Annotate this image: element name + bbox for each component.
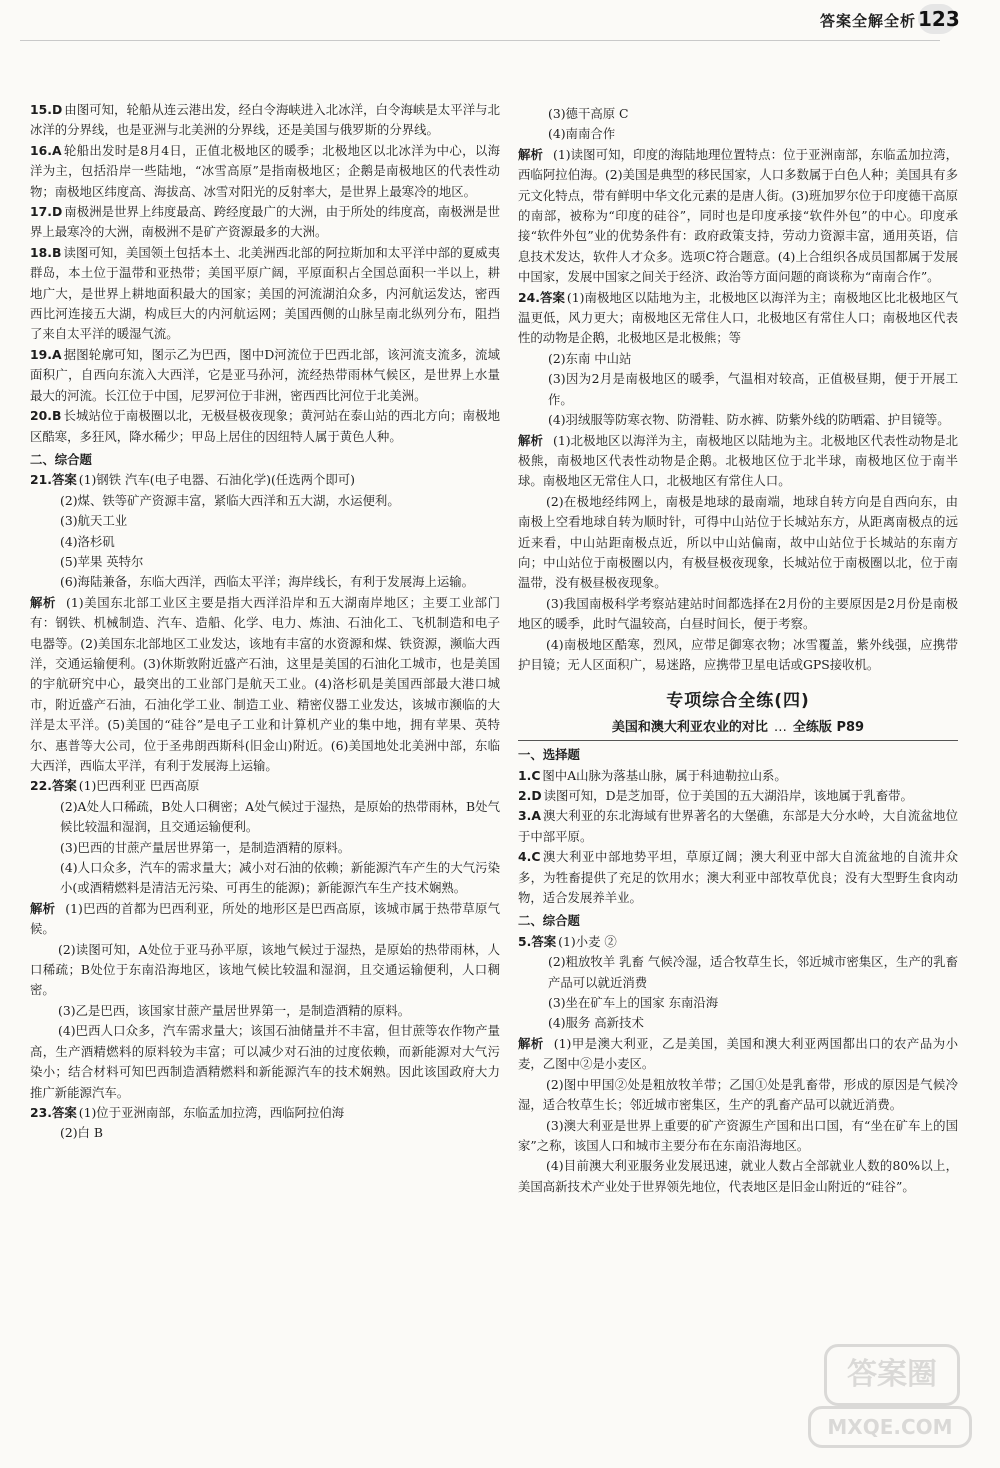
watermark-text: 答案圈	[824, 1344, 960, 1406]
subtitle-ref: 全练版 P89	[792, 719, 865, 735]
watermark-url: MXQE.COM	[808, 1406, 972, 1448]
subtitle-dots: …	[773, 719, 787, 735]
section-heading: 一、选择题	[518, 747, 580, 763]
answer-item	[30, 100, 500, 141]
analysis-label: 解析	[518, 1035, 544, 1051]
answer-text: (1)位于亚洲南部，东临孟加拉湾，西临阿拉伯海	[78, 1104, 345, 1120]
page-header	[0, 0, 1000, 44]
question-number: 19.A	[30, 346, 62, 362]
header-title: 答案全解全析	[819, 12, 916, 30]
analysis-text: (1)巴西的首都为巴西利亚，所处的地形区是巴西高原，该城市属于热带草原气候。	[30, 900, 501, 937]
answer-subitem: (2)东南 中山站	[548, 350, 632, 366]
answer-item	[518, 847, 958, 908]
answer-subitem: (4)羽绒服等防寒衣物、防滑鞋、防水裤、防紫外线的防晒霜、护目镜等。	[548, 412, 950, 428]
question-number: 24.答案	[518, 289, 565, 305]
section-heading: 二、综合题	[30, 451, 92, 467]
answer-item	[30, 406, 500, 447]
left-column	[30, 100, 500, 1144]
answer-subitem: (2)白 B	[60, 1125, 103, 1141]
analysis-item	[518, 431, 958, 492]
answer-item	[30, 202, 500, 243]
practice-title: 专项综合全练(四)	[666, 691, 810, 712]
analysis-item	[518, 1034, 958, 1075]
watermark-logo	[802, 1340, 972, 1450]
question-number: 22.答案	[30, 778, 77, 794]
analysis-paragraph: (4)南极地区酷寒，烈风，应带足御寒衣物；冰雪覆盖，紫外线强，应携带护目镜；无人区面积广，易迷路，应携带卫星电话或GPS接收机。	[518, 636, 958, 672]
analysis-paragraph: (4)巴西人口众多，汽车需求量大；该国石油储量并不丰富，但甘蔗等农作物产量高，生产酒精燃料的原料较为丰富；可以减少对石油的过度依赖，而新能源对大气污染小；结合材料可知巴西制造酒精燃料和新能源汽车的技术娴熟。因此该国政府大力推广新能源汽车。	[30, 1023, 500, 1100]
analysis-paragraph: (3)我国南极科学考察站建站时间都选择在2月份的主要原因是2月份是南极地区的暖季，此时气温较高，白昼时间长，便于考察。	[518, 595, 958, 632]
analysis-paragraph: (2)图中甲国②处是粗放牧羊带；乙国①处是乳畜带，形成的原因是气候冷湿，适合牧草生长；邻近城市密集区，生产的乳畜产品可以就近消费。	[518, 1076, 958, 1113]
answer-text: (1)巴西利亚 巴西高原	[78, 778, 200, 794]
answer-subitem: (2)A处人口稀疏，B处人口稠密；A处气候过于湿热，是原始的热带雨林，B处气候比较温和湿润，且交通运输便利。	[60, 798, 500, 835]
analysis-text: (1)美国东北部工业区主要是指大西洋沿岸和五大湖南岸地区；主要工业部门有：钢铁、机械制造、汽车、造船、化学、电力、炼油、石油化工、飞机制造和电子电器等。(2)美国东北部地区工业发达，该地有丰富的水资源和煤、铁资源，濒临大西洋，交通运输便利。(3)休斯敦附近盛产石油，这里是美国的石油化工城市，也是美国的宇航研究中心，最突出的工业部门是航天工业。(4)洛杉矶是美国西部最大港口城市，附近盛产石油，石油化学工业、制造工业、精密仪器工业发达，该城市濒临的大洋是太平洋。(5)美国的“硅谷”是电子工业和计算机产业的集中地，拥有苹果、英特尔、惠普等大公司，位于圣弗朗西斯科(旧金山)附近。(6)美国地处北美洲中部，东临大西洋，西临太平洋，有利于发展海上运输。	[30, 594, 500, 773]
question-number: 1.C	[518, 767, 541, 783]
right-column	[518, 104, 958, 1197]
question-number: 3.A	[518, 808, 541, 824]
answer-subitem: (3)坐在矿车上的国家 东南沿海	[548, 995, 719, 1011]
analysis-paragraph: (2)在极地经纬网上，南极是地球的最南端，地球自转方向是自西向东，由南极上空看地球自转为顺时针，可得中山站位于长城站东方，从距离南极点的远近来看，中山站距南极点近，所以中山站偏南，故中山站位于长城站的东南方向；中山站位于南极圈以内，有极昼极夜现象，长城站位于南极圈以北，位于南温带，没有极昼极夜现象。	[518, 493, 958, 591]
analysis-paragraph: (2)读图可知，A处位于亚马孙平原，该地气候过于湿热，是原始的热带雨林，人口稀疏；B处位于东南沿海地区，该地气候比较温和湿润，且交通运输便利，人口稠密。	[30, 941, 500, 998]
answer-subitem: (4)人口众多，汽车的需求量大；减小对石油的依赖；新能源汽车产生的大气污染小(或酒精燃料是清洁无污染、可再生的能源)；新能源汽车生产技术娴熟。	[60, 860, 500, 896]
answer-item	[518, 288, 958, 349]
analysis-label: 解析	[518, 146, 543, 162]
question-number: 15.D	[30, 102, 63, 117]
question-number: 21.答案	[30, 472, 77, 488]
section-heading: 二、综合题	[518, 913, 580, 929]
answer-subitem: (6)海陆兼备，东临大西洋，西临太平洋；海岸线长，有利于发展海上运输。	[60, 574, 475, 590]
header-rule	[20, 40, 940, 41]
answer-text: 图中A山脉为落基山脉，属于科迪勒拉山系。	[542, 767, 787, 783]
answer-text: (1)南极地区以陆地为主，北极地区以海洋为主；南极地区比北极地区气温更低，风力更大；南极地区无常住人口，北极地区有常住人口；南极地区代表性的动物是企鹅，北极地区是北极熊；等	[518, 289, 958, 346]
question-number: 4.C	[518, 849, 541, 865]
answer-subitem: (3)巴西的甘蔗产量居世界第一，是制造酒精的原料。	[60, 839, 351, 855]
answer-text: (1)小麦 ②	[558, 933, 617, 949]
answer-item	[518, 806, 958, 847]
answer-text: 据图轮廓可知，图示乙为巴西，图中D河流位于巴西北部，该河流支流多，流域面积广，自西向东流入大西洋，它是亚马孙河，流经热带雨林气候区，是世界上水量最大的河流。长江位于中国，尼罗河位于非洲，密西西比河位于北美洲。	[30, 346, 500, 403]
analysis-text: (1)北极地区以海洋为主，南极地区以陆地为主。北极地区代表性动物是北极熊，南极地区代表性动物是企鹅。北极地区位于北半球，南极地区位于南半球。南极地区无常住人口，北极地区有常住人口。	[518, 432, 958, 489]
answer-item	[30, 243, 500, 345]
answer-item	[30, 141, 500, 202]
analysis-paragraph: (3)澳大利亚是世界上重要的矿产资源生产国和出口国，有“坐在矿车上的国家”之称，该国人口和城市主要分布在东南沿海地区。	[518, 1117, 958, 1153]
analysis-label: 解析	[518, 432, 543, 448]
answer-text: 澳大利亚中部地势平坦，草原辽阔；澳大利亚中部大自流盆地的自流井众多，为牲畜提供了充足的饮用水；澳大利亚中部牧草优良；没有大型野生食肉动物，适合发展养羊业。	[518, 849, 958, 906]
answer-subitem: (3)因为2月是南极地区的暖季，气温相对较高，正值极昼期，便于开展工作。	[548, 371, 958, 407]
analysis-text: (1)甲是澳大利亚，乙是美国，美国和澳大利亚两国都出口的农产品为小麦，乙图中②是小麦区。	[518, 1035, 958, 1072]
analysis-text: (1)读图可知，印度的海陆地理位置特点：位于亚洲南部，东临孟加拉湾，西临阿拉伯海。(2)美国是典型的移民国家，人口多数属于白色人种；美国具有多元文化特点，带有鲜明中华文化元素的是唐人街。(3)班加罗尔位于印度德干高原的南部，被称为“印度的硅谷”，同时也是印度承接“软件外包”的中心。印度承接“软件外包”业的优势条件有：政府政策支持，劳动力资源丰富，通用英语，信息技术发达，软件人才众多。选项C符合题意。(4)上合组织各成员国都属于发展中国家，发展中国家之间关于经济、政治等方面问题的商谈称为“南南合作”。	[518, 146, 958, 285]
analysis-label: 解析	[30, 594, 57, 610]
answer-subitem: (2)煤、铁等矿产资源丰富，紧临大西洋和五大湖，水运便利。	[60, 492, 400, 508]
answer-text: 南极洲是世界上纬度最高、跨经度最广的大洲，由于所处的纬度高，南极洲是世界上最寒冷的大洲，南极洲不是矿产资源最多的大洲。	[30, 204, 500, 240]
answer-item	[30, 1103, 500, 1123]
analysis-label: 解析	[30, 900, 56, 916]
answer-text: 由图可知，轮船从连云港出发，经白令海峡进入北冰洋，白令海峡是太平洋与北冰洋的分界线，也是亚洲与北美洲的分界线，还是美国与俄罗斯的分界线。	[30, 102, 500, 138]
answer-text: 读图可知，美国领土包括本土、北美洲西北部的阿拉斯加和太平洋中部的夏威夷群岛，本土位于温带和亚热带；美国平原广阔，平原面积占全国总面积一半以上，耕地广大，是世界上耕地面积最大的国家；美国的河流湖泊众多，内河航运发达，密西西比河连接五大湖，构成巨大的内河航运网；美国西侧的山脉呈南北纵列分布，阻挡了来自太平洋的暖湿气流。	[30, 244, 500, 342]
practice-subtitle	[518, 718, 958, 738]
question-number: 2.D	[518, 788, 542, 803]
answer-text: (1)钢铁 汽车(电子电器、石油化学)(任选两个即可)	[78, 472, 355, 488]
question-number: 17.D	[30, 204, 63, 220]
answer-text: 轮船出发时是8月4日，正值北极地区的暖季；北极地区以北冰洋为中心，以海洋为主，包括沿岸一些陆地，“冰雪高原”是指南极地区；企鹅是南极地区的代表性动物；南极地区纬度高、海拔高、冰雪对阳光的反射率大，是世界上最寒冷的地区。	[30, 142, 500, 199]
question-number: 16.A	[30, 142, 62, 158]
answer-item	[30, 345, 500, 406]
analysis-paragraph: (3)乙是巴西，该国家甘蔗产量居世界第一，是制造酒精的原料。	[58, 1002, 411, 1018]
answer-item	[30, 470, 500, 490]
answer-item	[30, 776, 500, 796]
question-number: 23.答案	[30, 1104, 77, 1120]
answer-subitem: (5)苹果 英特尔	[60, 553, 144, 569]
answer-subitem: (4)南南合作	[548, 126, 616, 142]
analysis-item	[30, 899, 500, 940]
answer-item	[518, 766, 958, 786]
answer-subitem: (3)航天工业	[60, 513, 128, 529]
question-number: 5.答案	[518, 933, 557, 949]
answer-item	[518, 932, 958, 952]
answer-item	[518, 786, 958, 806]
answer-subitem: (4)服务 高新技术	[548, 1015, 644, 1031]
subtitle-text: 美国和澳大利亚农业的对比	[611, 719, 768, 735]
subtitle-rule	[518, 740, 958, 741]
answer-text: 长城站位于南极圈以北，无极昼极夜现象；黄河站在泰山站的西北方向；南极地区酷寒，多狂风，降水稀少；甲岛上居住的因纽特人属于黄色人种。	[30, 408, 500, 444]
answer-text: 澳大利亚的东北海域有世界著名的大堡礁，东部是大分水岭，大自流盆地位于中部平原。	[518, 808, 958, 844]
page-number: 123	[918, 4, 956, 34]
answer-subitem: (4)洛杉矶	[60, 533, 115, 549]
analysis-paragraph: (4)目前澳大利亚服务业发展迅速，就业人数占全部就业人数的80%以上，美国高新技术产业处于世界领先地位，代表地区是旧金山附近的“硅谷”。	[518, 1158, 958, 1194]
question-number: 20.B	[30, 408, 62, 424]
answer-subitem: (2)粗放牧羊 乳畜 气候冷湿，适合牧草生长，邻近城市密集区，生产的乳畜产品可以就近消费	[548, 954, 958, 990]
analysis-item	[518, 145, 958, 288]
question-number: 18.B	[30, 244, 62, 260]
answer-subitem: (3)德干高原 C	[548, 106, 629, 121]
analysis-item	[30, 593, 500, 777]
answer-text: 读图可知，D是芝加哥，位于美国的五大湖沿岸，该地属于乳畜带。	[543, 788, 913, 803]
